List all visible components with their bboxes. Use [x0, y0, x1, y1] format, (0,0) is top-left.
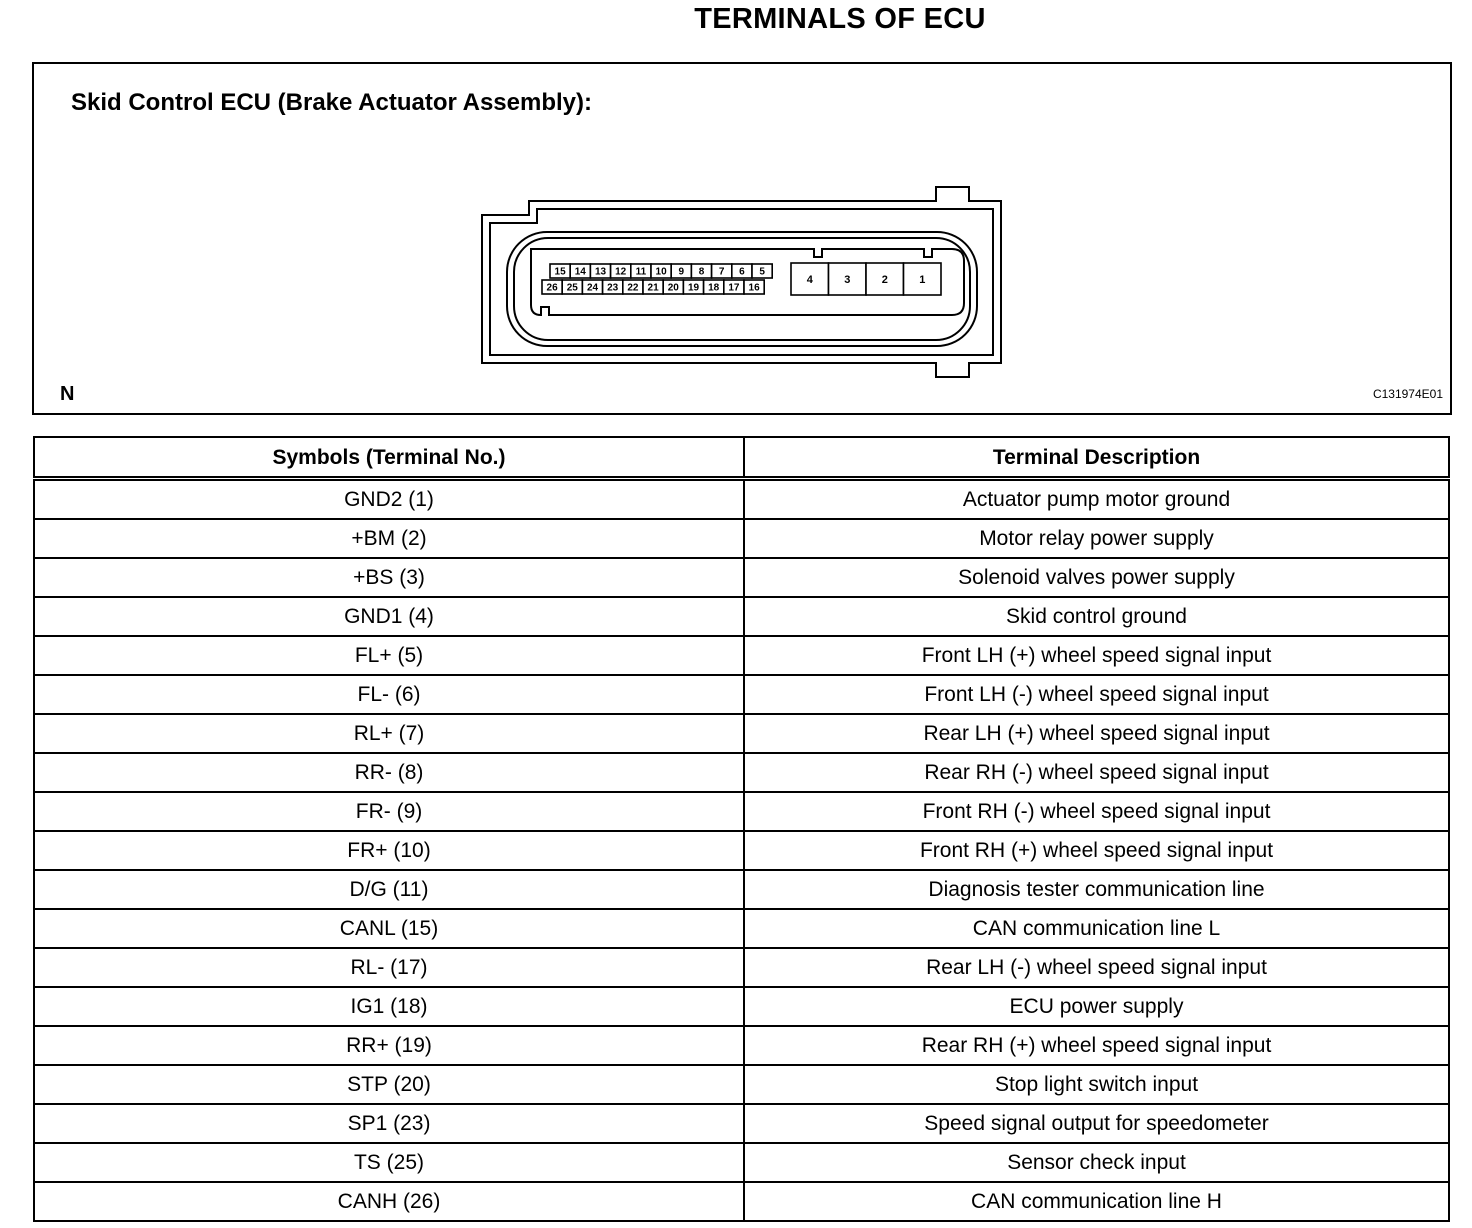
terminal-description: ECU power supply	[744, 987, 1449, 1026]
connector-pin	[791, 263, 829, 295]
connector-pin	[663, 280, 683, 294]
connector-pin	[744, 280, 764, 294]
connector-pin	[562, 280, 582, 294]
pin-number: 19	[687, 282, 700, 294]
connector-pin	[570, 264, 590, 278]
terminal-symbol: +BM (2)	[34, 519, 744, 558]
terminal-symbol: STP (20)	[34, 1065, 744, 1104]
terminal-symbol: D/G (11)	[34, 870, 744, 909]
header-symbol: Symbols (Terminal No.)	[34, 437, 744, 479]
pin-number: 24	[586, 282, 599, 294]
terminal-symbol: CANL (15)	[34, 909, 744, 948]
terminal-symbol: IG1 (18)	[34, 987, 744, 1026]
terminal-description: Sensor check input	[744, 1143, 1449, 1182]
pin-number: 10	[655, 266, 667, 278]
header-description: Terminal Description	[744, 437, 1449, 479]
terminal-description: Front LH (-) wheel speed signal input	[744, 675, 1449, 714]
pin-number: 20	[667, 282, 679, 294]
connector-pin	[866, 263, 904, 295]
table-row	[34, 558, 1449, 597]
terminal-description: Speed signal output for speedometer	[744, 1104, 1449, 1143]
table-row	[34, 1104, 1449, 1143]
pin-number: 13	[594, 266, 607, 278]
pin-number: 14	[574, 266, 586, 278]
pin-number: 6	[739, 266, 745, 278]
terminal-description: Rear RH (+) wheel speed signal input	[744, 1026, 1449, 1065]
view-label: N	[60, 383, 75, 405]
connector-pin	[724, 280, 744, 294]
connector-pin	[631, 264, 651, 278]
pin-number: 16	[748, 282, 760, 294]
terminal-symbol: FL- (6)	[34, 675, 744, 714]
pin-number: 26	[546, 282, 558, 294]
terminal-symbol: CANH (26)	[34, 1182, 744, 1221]
pin-number: 2	[881, 273, 888, 286]
connector-pin	[704, 280, 724, 294]
table-row	[34, 792, 1449, 831]
pin-number: 7	[718, 266, 725, 278]
table-row	[34, 1182, 1449, 1221]
table-row	[34, 519, 1449, 558]
table-row	[34, 1143, 1449, 1182]
terminal-symbol: FL+ (5)	[34, 636, 744, 675]
connector-pin	[582, 280, 602, 294]
connector-pin	[643, 280, 663, 294]
pin-number: 4	[806, 273, 813, 286]
pin-number: 25	[566, 282, 578, 294]
terminal-description: Rear LH (-) wheel speed signal input	[744, 948, 1449, 987]
terminal-description: Front RH (+) wheel speed signal input	[744, 831, 1449, 870]
figure-heading: Skid Control ECU (Brake Actuator Assembly):	[71, 89, 592, 116]
connector-pin	[752, 264, 772, 278]
pin-number: 11	[635, 266, 647, 278]
pin-number: 17	[728, 282, 740, 294]
table-row	[34, 597, 1449, 636]
terminal-description: Front LH (+) wheel speed signal input	[744, 636, 1449, 675]
connector-pin	[603, 280, 623, 294]
connector-pin	[671, 264, 691, 278]
table-row	[34, 831, 1449, 870]
terminal-symbol: RR- (8)	[34, 753, 744, 792]
connector-diagram	[34, 64, 1450, 413]
connector-pin	[732, 264, 752, 278]
connector-pin	[829, 263, 867, 295]
connector-figure	[32, 62, 1452, 415]
pin-number: 15	[554, 266, 566, 278]
table-row	[34, 1065, 1449, 1104]
connector-pin	[623, 280, 643, 294]
connector-pin	[542, 280, 562, 294]
connector-pin	[691, 264, 711, 278]
terminal-symbol: TS (25)	[34, 1143, 744, 1182]
table-row	[34, 675, 1449, 714]
terminal-description: CAN communication line L	[744, 909, 1449, 948]
connector-pin	[611, 264, 631, 278]
terminal-symbol: SP1 (23)	[34, 1104, 744, 1143]
pin-number: 23	[607, 282, 619, 294]
terminal-description: Diagnosis tester communication line	[744, 870, 1449, 909]
pin-number: 5	[759, 266, 765, 278]
pin-number: 3	[844, 273, 851, 286]
page-title: TERMINALS OF ECU	[694, 3, 986, 35]
table-row	[34, 636, 1449, 675]
terminal-symbol: RL+ (7)	[34, 714, 744, 753]
connector-pin	[590, 264, 610, 278]
table-row	[34, 479, 1449, 520]
pin-number: 21	[647, 282, 659, 294]
pin-number: 18	[708, 282, 720, 294]
table-row	[34, 1026, 1449, 1065]
table-row	[34, 909, 1449, 948]
pin-number: 8	[698, 266, 705, 278]
terminal-symbol: FR- (9)	[34, 792, 744, 831]
table-row	[34, 870, 1449, 909]
connector-pin	[904, 263, 942, 295]
terminal-table	[33, 436, 1450, 1222]
terminal-symbol: RL- (17)	[34, 948, 744, 987]
terminal-symbol: GND1 (4)	[34, 597, 744, 636]
table-row	[34, 948, 1449, 987]
terminal-description: Solenoid valves power supply	[744, 558, 1449, 597]
terminal-symbol: RR+ (19)	[34, 1026, 744, 1065]
pin-number: 12	[615, 266, 627, 278]
table-header-row	[34, 437, 1449, 479]
connector-pin	[712, 264, 732, 278]
pin-number: 22	[627, 282, 639, 294]
terminal-description: Actuator pump motor ground	[744, 479, 1449, 520]
pin-number: 9	[678, 266, 685, 278]
terminal-description: Stop light switch input	[744, 1065, 1449, 1104]
connector-pin	[651, 264, 671, 278]
pin-number: 1	[919, 273, 926, 286]
terminal-description: Motor relay power supply	[744, 519, 1449, 558]
terminal-description: Rear LH (+) wheel speed signal input	[744, 714, 1449, 753]
terminal-description: Skid control ground	[744, 597, 1449, 636]
terminal-symbol: FR+ (10)	[34, 831, 744, 870]
terminal-description: Rear RH (-) wheel speed signal input	[744, 753, 1449, 792]
connector-pin	[683, 280, 703, 294]
table-row	[34, 987, 1449, 1026]
terminal-symbol: GND2 (1)	[34, 479, 744, 520]
table-row	[34, 753, 1449, 792]
table-row	[34, 714, 1449, 753]
terminal-description: Front RH (-) wheel speed signal input	[744, 792, 1449, 831]
terminal-symbol: +BS (3)	[34, 558, 744, 597]
terminal-description: CAN communication line H	[744, 1182, 1449, 1221]
connector-pin	[550, 264, 570, 278]
figure-code: C131974E01	[1372, 387, 1443, 401]
